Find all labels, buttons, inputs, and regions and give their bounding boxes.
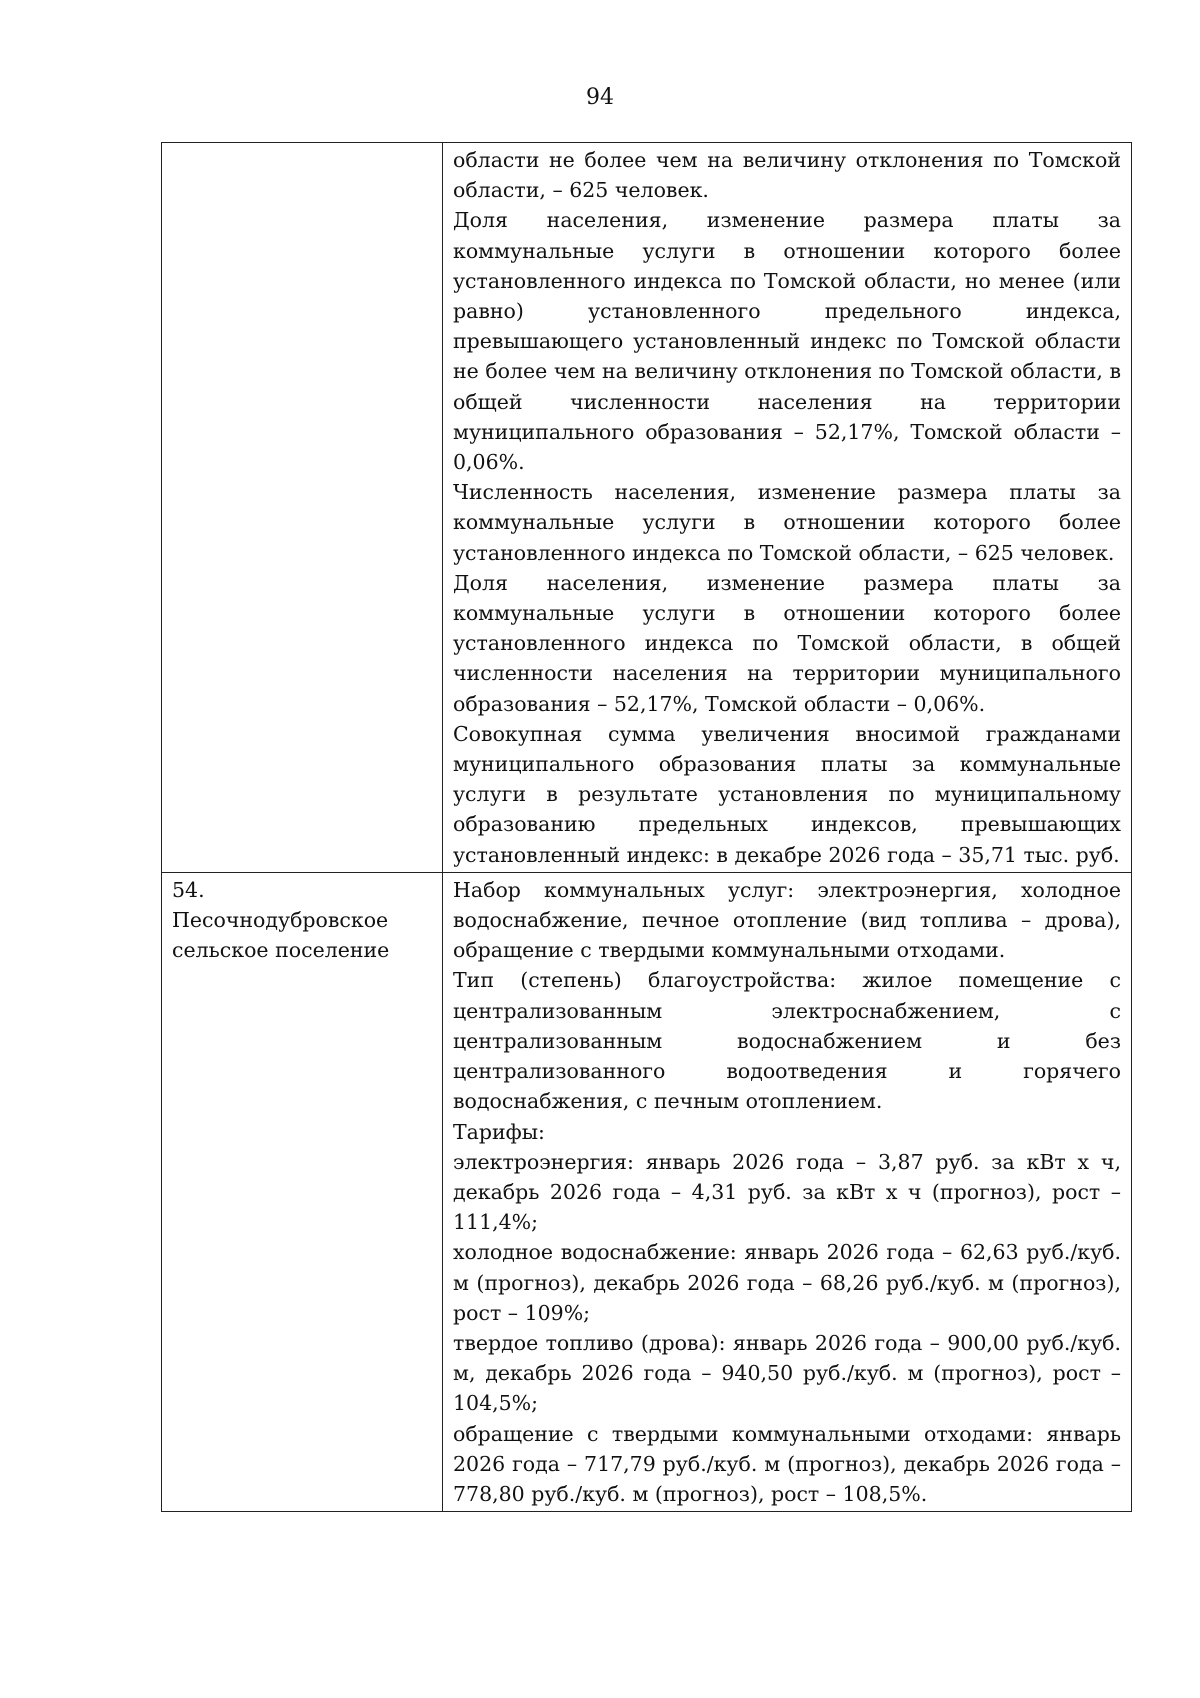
page-number: 94: [586, 85, 614, 110]
paragraph: электроэнергия: январь 2026 года – 3,87 руб. за кВт х ч, декабрь 2026 года – 4,31 руб. за кВт х ч (прогноз), рост – 111,4%;: [453, 1149, 1121, 1235]
row-number: 54.: [172, 877, 205, 902]
paragraph: Доля населения, изменение размера платы за коммунальные услуги в отношении которого более установленного индекса по Томской области, в общей численности населения на территории муниципального образования – 52,17%, Томской области – 0,06%.: [453, 570, 1121, 716]
table-row: [162, 872, 1132, 1511]
paragraph: холодное водоснабжение: январь 2026 года – 62,63 руб./куб. м (прогноз), декабрь 2026 года – 68,26 руб./куб. м (прогноз), рост – 109%;: [453, 1240, 1121, 1325]
municipality-cell: [162, 872, 443, 1511]
municipality-name: Песочнодубровское: [172, 908, 389, 933]
paragraph: твердое топливо (дрова): январь 2026 года – 900,00 руб./куб. м, декабрь 2026 года – 940,50 руб./куб. м (прогноз), рост – 104,5%;: [453, 1330, 1121, 1416]
paragraph: Набор коммунальных услуг: электроэнергия, холодное водоснабжение, печное отопление (вид топлива – дрова), обращение с твердыми коммунальными отходами.: [453, 877, 1121, 963]
paragraph: области не более чем на величину отклонения по Томской области, – 625 человек.: [453, 148, 1121, 203]
municipality-cell: [162, 143, 443, 873]
municipality-type: сельское поселение: [172, 938, 390, 963]
description-cell: [443, 872, 1132, 1511]
paragraph: Тарифы:: [453, 1119, 545, 1144]
paragraph: обращение с твердыми коммунальными отходами: январь 2026 года – 717,79 руб./куб. м (прогноз), декабрь 2026 года – 778,80 руб./куб. м (прогноз), рост – 108,5%.: [453, 1421, 1121, 1506]
paragraph: Тип (степень) благоустройства: жилое помещение с централизованным электроснабжением, с централизованным водоснабжением и без централизованного водоотведения и горячего водоснабжения, с печным отоплением.: [453, 968, 1121, 1114]
paragraph: Численность населения, изменение размера платы за коммунальные услуги в отношении которого более установленного индекса по Томской области, – 625 человек.: [453, 480, 1121, 565]
table-row: [162, 143, 1132, 873]
municipal-tariff-table: [161, 142, 1132, 1512]
paragraph: Совокупная сумма увеличения вносимой гражданами муниципального образования платы за коммунальные услуги в результате установления по муниципальному образованию предельных индексов, превышающих установленный индекс: в декабре 2026 года – 35,71 тыс. руб.: [453, 721, 1121, 867]
paragraph: Доля населения, изменение размера платы за коммунальные услуги в отношении которого более установленного индекса по Томской области, но менее (или равно) установленного предельного индекса, превышающего установленный индекс по Томской области не более чем на величину отклонения по Томской области, в общей численности населения на территории муниципального образования – 52,17%, Томской области – 0,06%.: [453, 208, 1121, 475]
description-cell: [443, 143, 1132, 873]
